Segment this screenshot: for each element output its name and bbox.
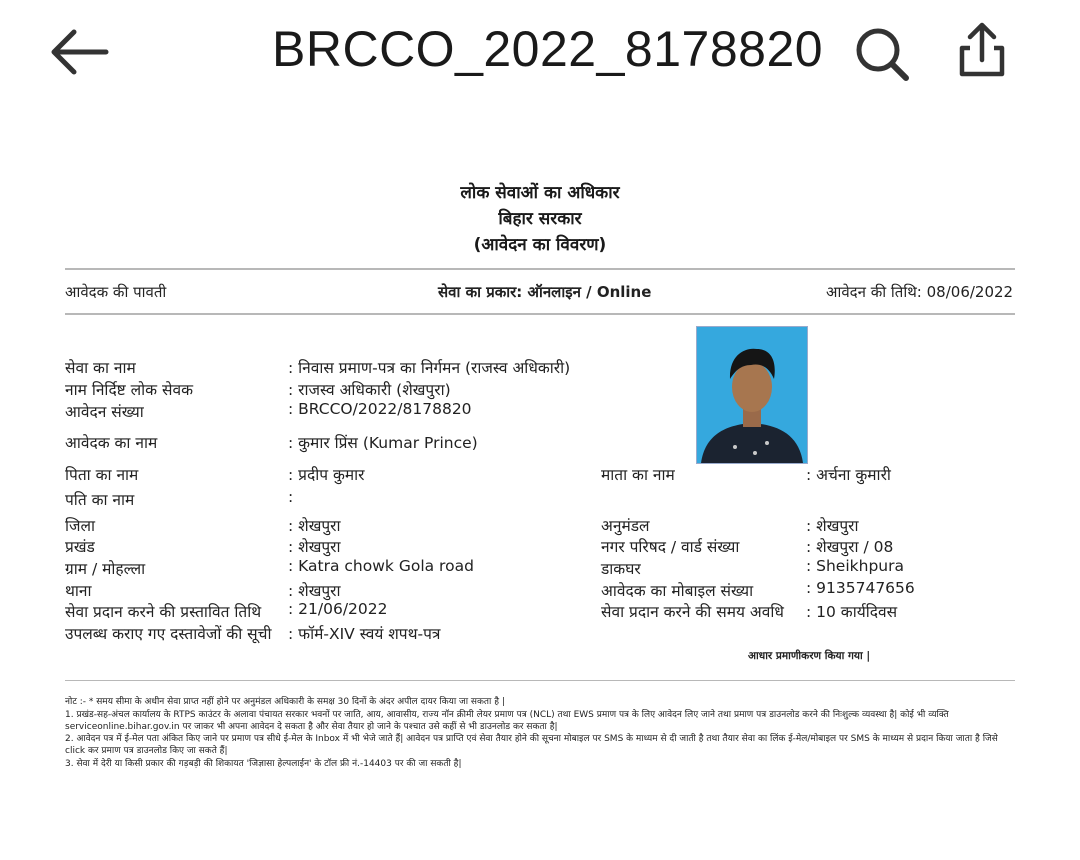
document-title: BRCCO_2022_8178820 [272, 21, 824, 77]
village-value: : Katra chowk Gola road [288, 557, 474, 575]
subdivision-label: अनुमंडल [601, 517, 650, 535]
block-value: : शेखपुरा [288, 538, 341, 556]
note-line: नोट :- * समय सीमा के अधीन सेवा प्राप्त नहीं होने पर अनुमंडल अधिकारी के समक्ष 30 दिनों के अंदर अपील दायर किया जा सकता है | [65, 697, 505, 707]
document-page [0, 108, 1080, 860]
note-line: 1. प्रखंड-सह-अंचल कार्यालय के RTPS काउंटर के अलावा पंचायत सरकार भवनों पर जाति, आय, आवासीय, राज्य नॉन क्रीमी लेयर प्रमाण पत्र (NCL) तथा EWS प्रमाण पत्र के लिए आवेदन लिए जाने तथा प्रमाण पत्र डाउनलोड करने की निःशुल्क व्यवस्था है| कोई भी व्यक्ति [65, 710, 949, 720]
ward-value: : शेखपुरा / 08 [806, 538, 894, 556]
person-photo-icon [697, 327, 807, 463]
receipt-label: आवेदक की पावती [65, 283, 167, 301]
block-label: प्रखंड [65, 538, 95, 556]
village-label: ग्राम / मोहल्ला [65, 560, 146, 578]
police-station-value: : शेखपुरा [288, 582, 341, 600]
subdivision-value: : शेखपुरा [806, 517, 859, 535]
applicant-name-value: : कुमार प्रिंस (Kumar Prince) [288, 434, 478, 452]
mother-name-value: : अर्चना कुमारी [806, 466, 891, 484]
mobile-label: आवेदक का मोबाइल संख्या [601, 582, 754, 600]
time-period-value: : 10 कार्यदिवस [806, 603, 898, 621]
heading-line-2: बिहार सरकार [498, 209, 582, 229]
post-office-value: : Sheikhpura [806, 557, 904, 575]
father-name-value: : प्रदीप कुमार [288, 466, 365, 484]
proposed-date-value: : 21/06/2022 [288, 600, 388, 618]
heading-line-3: (आवेदन का विवरण) [473, 235, 607, 255]
mother-name-label: माता का नाम [601, 466, 675, 484]
father-name-label: पिता का नाम [65, 466, 139, 484]
mobile-value: : 9135747656 [806, 579, 915, 597]
applicant-name-label: आवेदक का नाम [65, 434, 158, 452]
police-station-label: थाना [65, 582, 92, 600]
service-type: सेवा का प्रकार: ऑनलाइन / Online [438, 283, 652, 301]
application-number-label: आवेदन संख्या [65, 403, 144, 421]
proposed-date-label: सेवा प्रदान करने की प्रस्तावित तिथि [65, 603, 262, 621]
ward-label: नगर परिषद / वार्ड संख्या [601, 538, 740, 556]
divider-middle [65, 313, 1015, 315]
district-label: जिला [65, 517, 96, 535]
designated-officer-value: : राजस्व अधिकारी (शेखपुरा) [288, 381, 451, 399]
post-office-label: डाकघर [601, 560, 641, 578]
divider-top [65, 268, 1015, 270]
aadhaar-verified-note: आधार प्रमाणीकरण किया गया | [748, 650, 871, 662]
back-arrow-icon[interactable] [44, 26, 114, 78]
divider-bottom [65, 680, 1015, 681]
app-bar [0, 0, 1080, 108]
husband-name-value: : [288, 488, 294, 506]
share-icon[interactable] [952, 20, 1012, 80]
district-value: : शेखपुरा [288, 517, 341, 535]
note-line: 2. आवेदन पत्र में ई-मेल पता अंकित किए जाने पर प्रमाण पत्र सीधे ई-मेल के Inbox में भी भेजे जाते हैं| आवेदन पत्र प्राप्ति एवं सेवा तैयार होने की सूचना मोबाइल पर SMS के माध्यम से दी जाती है तथा तैयार सेवा का लिंक ई-मेल/मोबाइल पर SMS के माध्यम से प्रदान किया जाता है जिसे [65, 734, 998, 744]
documents-value: : फॉर्म-XIV स्वयं शपथ-पत्र [288, 625, 441, 643]
husband-name-label: पति का नाम [65, 491, 135, 509]
designated-officer-label: नाम निर्दिष्ट लोक सेवक [65, 381, 194, 399]
service-name-value: : निवास प्रमाण-पत्र का निर्गमन (राजस्व अधिकारी) [288, 359, 571, 377]
heading-line-1: लोक सेवाओं का अधिकार [460, 183, 620, 203]
search-icon[interactable] [852, 24, 912, 84]
time-period-label: सेवा प्रदान करने की समय अवधि [601, 603, 784, 621]
note-line: serviceonline.bihar.gov.in पर जाकर भी अपना आवेदन दे सकता है और सेवा तैयार हो जाने के पश्चात उसे कहीं से भी डाउनलोड कर सकता है| [65, 722, 558, 732]
note-line: 3. सेवा में देरी या किसी प्रकार की गड़बड़ी की शिकायत 'जिज्ञासा हेल्पलाईन' के टॉल फ्री नं.-14403 पर की जा सकती है| [65, 759, 462, 769]
application-number-value: : BRCCO/2022/8178820 [288, 400, 472, 418]
service-name-label: सेवा का नाम [65, 359, 136, 377]
documents-label: उपलब्ध कराए गए दस्तावेजों की सूची [65, 625, 272, 643]
note-line: click कर प्रमाण पत्र डाउनलोड किए जा सकते हैं| [65, 746, 228, 756]
application-date: आवेदन की तिथि: 08/06/2022 [826, 283, 1014, 301]
applicant-photo [696, 326, 808, 464]
